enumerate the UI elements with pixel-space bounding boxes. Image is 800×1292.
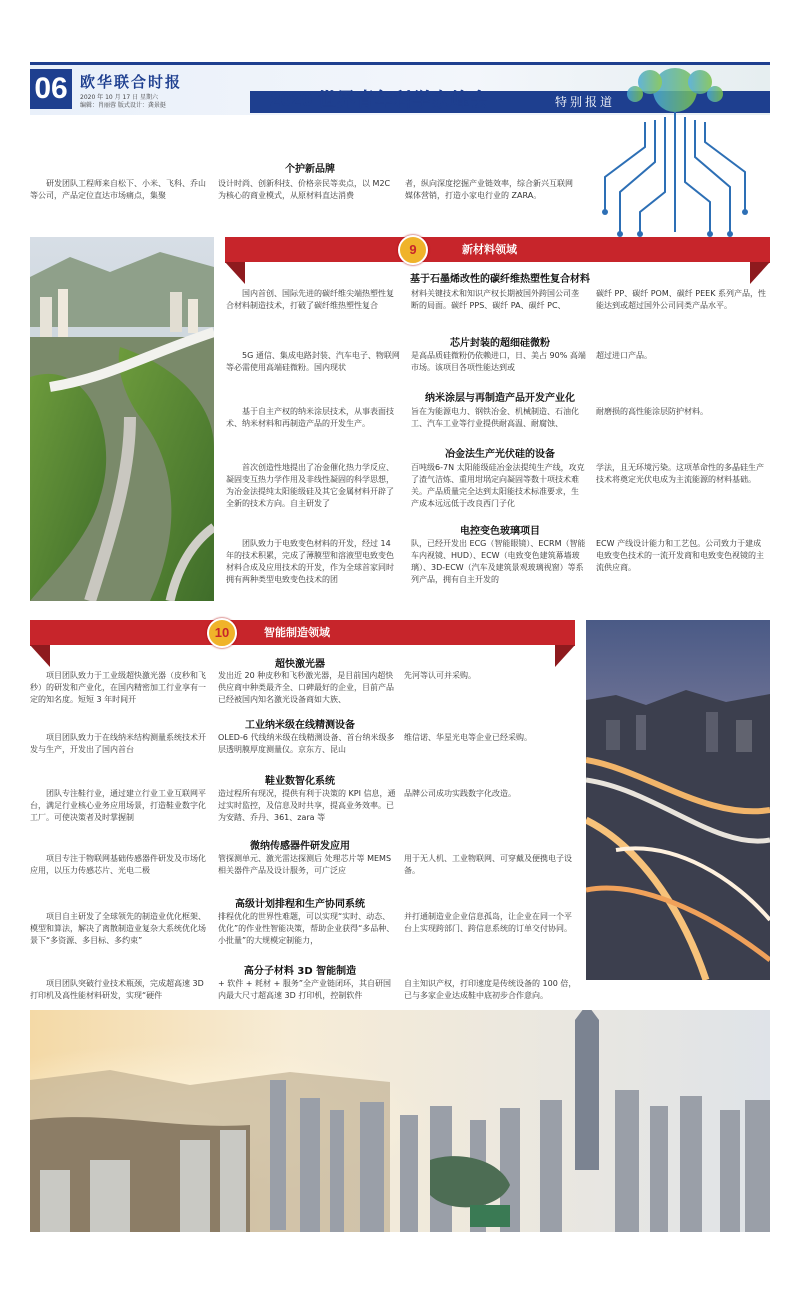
s9-item2-col1: 5G 通信、集成电路封装、汽车电子、物联网等必需使用高端硅微粉。国内现状 <box>226 351 400 372</box>
s9-item1-col1: 国内首创、国际先进的碳纤维尖端热塑性复合材料制造技术，打破了碳纤维热塑性复合 <box>226 289 394 310</box>
s9-item5-col3: ECW 产线设计能力和工艺包。公司致力于建成电致变色技术的一流开发商和电致变色视镜的主流供应商。 <box>596 539 764 572</box>
s10-item2-heading: 工业纳米级在线精测设备 <box>245 720 355 731</box>
circuit-tree-graphic <box>580 62 770 237</box>
s9-item4-col2: 百吨级6-7N 太阳能级硅冶金法提纯生产线，攻克了渣气洁炼、重用坩埚定向凝固等数十项技术难关。产品质量完全达到太阳能技术标准要求，生产成本远远低于改良西门子化 <box>411 463 585 508</box>
s10-item1-col2: 发出近 20 种皮秒和飞秒激光器，是目前国内超快供应商中种类最齐全、口碑最好的企业，目前产品已经被国内知名激光设备商如大族、 <box>218 671 394 704</box>
s9-item5-heading: 电控变色玻璃项目 <box>460 526 540 537</box>
s10-item6-heading: 高分子材料 3D 智能制造 <box>243 966 357 977</box>
s9-item5-col1: 团队致力于电致变色材料的开发，经过 14 年的技术积累，完成了薄膜型和溶液型电致变色材料合成及应用技术的开发，作为全球首家同时拥有两种类型电致变色技术的团 <box>226 539 394 584</box>
s10-item2-col3: 维信诺、华星光电等企业已经采购。 <box>404 733 532 742</box>
s9-item4-col1: 首次创造性地提出了冶金催化热力学反应、凝固变互热力学作用及非线性凝固的科学思想，为冶金法提纯太阳能级硅及其它金属材料开辟了全新的技术方向。自主研发了 <box>226 463 394 508</box>
paper-name: 欧华联合时报 <box>80 73 183 91</box>
highway-interchange-photo <box>586 620 770 980</box>
s9-item3-heading: 纳米涂层与再制造产品开发产业化 <box>425 393 575 404</box>
s9-item4-col3: 学法，且无环境污染。这项革命性的多晶硅生产技术将奠定光伏电成为主流能源的材料基础。 <box>596 463 764 484</box>
top-heading: 个护新品牌 <box>285 164 335 175</box>
city-park-photo <box>30 237 214 601</box>
section-10-title: 智能制造领域 <box>264 626 330 639</box>
s9-item3-col2: 旨在为能源电力、钢铁冶金、机械制造、石油化工、汽车工业等行业提供耐高温、耐腐蚀、 <box>411 407 579 428</box>
s10-item5-col3: 并打通制造业企业信息孤岛，让企业在同一个平台上实现跨部门、跨信息系统的订单交付协同。 <box>404 912 572 933</box>
top-col-2: 设计时尚、创新科技、价格亲民等卖点，以 M2C 为核心的商业模式，从原材料直达消费 <box>218 179 391 200</box>
s9-item2-heading: 芯片封装的超细硅微粉 <box>450 338 550 349</box>
s9-item2-col2: 是高品质硅微粉仍依赖进口，日、美占 90% 高端市场。该项目各项性能达到或 <box>411 351 586 372</box>
date-line: 2020 年 10 月 17 日 星期六 <box>80 94 158 101</box>
s9-item4-heading: 冶金法生产光伏硅的设备 <box>445 449 555 460</box>
s10-item2-col1: 项目团队致力于在线纳米结构测量系统技术开发与生产，开发出了国内首台 <box>30 733 206 754</box>
s10-item4-col3: 用于无人机、工业物联网、可穿戴及便携电子设备。 <box>404 854 572 875</box>
s9-item1-col2: 材料关键技术和知识产权长期被国外跨国公司垄断的局面。碳纤 PPS、碳纤 PA、碳纤 PC、 <box>411 289 579 310</box>
editor-line: 编辑：肖丽蓉 版式设计：龚景挺 <box>80 102 166 109</box>
page-number: 06 <box>30 69 72 109</box>
s10-item3-col1: 团队专注鞋行业，通过建立行业工业互联网平台，满足行业核心业务应用场景，打造鞋业数字化工厂。可使决策者及时掌握制 <box>30 789 206 822</box>
s10-item4-col1: 项目专注于物联网基础传感器件研发及市场化应用，以压力传感芯片、光电二极 <box>30 854 206 875</box>
s10-item3-col3: 品牌公司成功实践数字化改造。 <box>404 789 516 798</box>
s10-item1-col3: 先河等认可并采购。 <box>404 671 476 680</box>
s10-item5-col1: 项目自主研发了全球领先的制造业优化框架、模型和算法，解决了离散制造业复杂大系统优化场景下“多资源、多目标、多约束” <box>30 912 206 945</box>
masthead-title: 2020 世界青年科学家峰会 <box>270 90 489 111</box>
s10-item4-col2: 管探测单元、激光雷达探测后 处理芯片等 MEMS 相关器件产品及设计服务，可广泛应 <box>218 854 392 875</box>
s9-item3-col3: 耐磨损的高性能涂层防护材料。 <box>596 407 708 416</box>
s10-item5-col2: 排程优化的世界性难题，可以实现“实时、动态、优化”的作业性智能决策，帮助企业获得“多品种、小批量”的大规模定制能力， <box>218 912 395 945</box>
s9-item2-col3: 超过进口产品。 <box>596 351 652 360</box>
top-col-3: 者，纵向深度挖掘产业链效率，综合新兴互联网媒体营销，打造小家电行业的 ZARA。 <box>405 179 573 200</box>
s10-item3-heading: 鞋业数智化系统 <box>265 776 335 787</box>
s10-item6-col2: + 软件 + 耗材 + 服务”全产业链闭环，其自研国内最大尺寸超高速 3D 打印机，控制软件 <box>218 979 391 1000</box>
s10-item5-heading: 高级计划排程和生产协同系统 <box>235 899 365 910</box>
masthead-subtitle: 特别报道 <box>555 95 616 109</box>
section-9-badge: 9 <box>398 235 428 265</box>
s10-item1-col1: 项目团队致力于工业级超快激光器（皮秒和飞秒）的研发和产业化，在国内精密加工行业享有一定的知名度。短短 3 年时间开 <box>30 671 206 704</box>
section-10-badge: 10 <box>207 618 237 648</box>
s10-item3-col2: 造过程所有现况，提供有利于决策的 KPI 信息，通过实时监控，及信息及时共享，提高业务效率。已为安踏、乔丹、361、zara 等 <box>218 789 396 822</box>
s9-item5-col2: 队，已经开发出 ECG（智能眼镜）、ECRM（智能车内视镜、HUD）、ECW（电致变色建筑幕墙玻璃）、3D-ECW（汽车及建筑景观玻璃视窗）等系列产品，拥有自主开发的 <box>411 539 586 584</box>
top-col-1: 研发团队工程师来自松下、小米、飞科、乔山等公司，产品定位直达市场痛点，集聚 <box>30 179 206 200</box>
city-skyline-photo <box>30 1010 770 1232</box>
s10-item6-col3: 自主知识产权，打印速度是传统设备的 100 倍，已与多家企业达成鞋中底初步合作意向。 <box>404 979 577 1000</box>
s9-item3-col1: 基于自主产权的纳米涂层技术，从事表面技术、纳米材料和再制造产品的开发生产。 <box>226 407 394 428</box>
s10-item2-col2: OLED-6 代线纳米级在线精测设备、首台纳米级多层透明膜厚度测量仪。京东方、昆山 <box>218 733 395 754</box>
s10-item4-heading: 微纳传感器件研发应用 <box>250 841 350 852</box>
section-9-title: 新材料领域 <box>462 243 517 256</box>
s9-item1-col3: 碳纤 PP、碳纤 POM、碳纤 PEEK 系列产品，性能达到或超过国外公司同类产品水平。 <box>596 289 767 310</box>
s9-item1-heading: 基于石墨烯改性的碳纤维热塑性复合材料 <box>410 274 590 285</box>
s10-item1-heading: 超快激光器 <box>275 659 325 670</box>
s10-item6-col1: 项目团队突破行业技术瓶颈，完成超高速 3D 打印机及高性能材料研发，实现“硬件 <box>30 979 204 1000</box>
